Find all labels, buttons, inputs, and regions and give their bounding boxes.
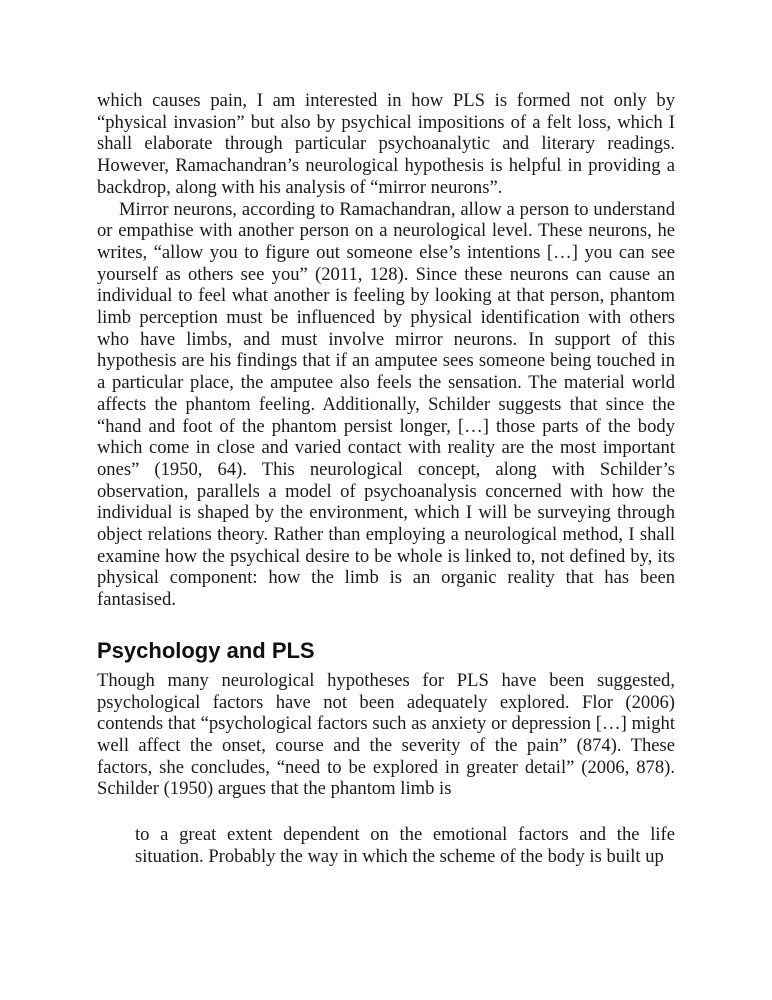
block-quote: to a great extent dependent on the emotional factors and the life situation. Probably the way in which the scheme of the body is built up (135, 824, 675, 867)
document-page (97, 90, 675, 868)
paragraph-intro: which causes pain, I am interested in how PLS is formed not only by “physical invasion” but also by psychical impositions of a felt loss, which I shall elaborate through particular psychoanalytic and literary readings. However, Ramachandran’s neurological hypothesis is helpful in providing a backdrop, along with his analysis of “mirror neurons”. (97, 90, 675, 198)
paragraph-mirror-neurons: Mirror neurons, according to Ramachandran, allow a person to understand or empathise with another person on a neurological level. These neurons, he writes, “allow you to figure out someone else’s intentions […] you can see yourself as others see you” (2011, 128). Since these neurons can cause an individual to feel what another is feeling by looking at that person, phantom limb perception must be influenced by physical identification with others who have limbs, and must involve mirror neurons. In support of this hypothesis are his findings that if an amputee sees someone being touched in a particular place, the amputee also feels the sensation. The material world affects the phantom feeling. Additionally, Schilder suggests that since the “hand and foot of the phantom persist longer, […] those parts of the body which come in close and varied contact with reality are the most important ones” (1950, 64). This neurological concept, along with Schilder’s observation, parallels a model of psychoanalysis concerned with how the individual is shaped by the environment, which I will be surveying through object relations theory. Rather than employing a neurological method, I shall examine how the psychical desire to be whole is linked to, not defined by, its physical component: how the limb is an organic reality that has been fantasised. (97, 198, 675, 611)
section-heading: Psychology and PLS (97, 637, 315, 663)
paragraph-psychology: Though many neurological hypotheses for PLS have been suggested, psychological factors have not been adequately explored. Flor (2006) contends that “psychological factors such as anxiety or depression […] might well affect the onset, course and the severity of the pain” (874). These factors, she concludes, “need to be explored in greater detail” (2006, 878). Schilder (1950) argues that the phantom limb is (97, 669, 675, 800)
